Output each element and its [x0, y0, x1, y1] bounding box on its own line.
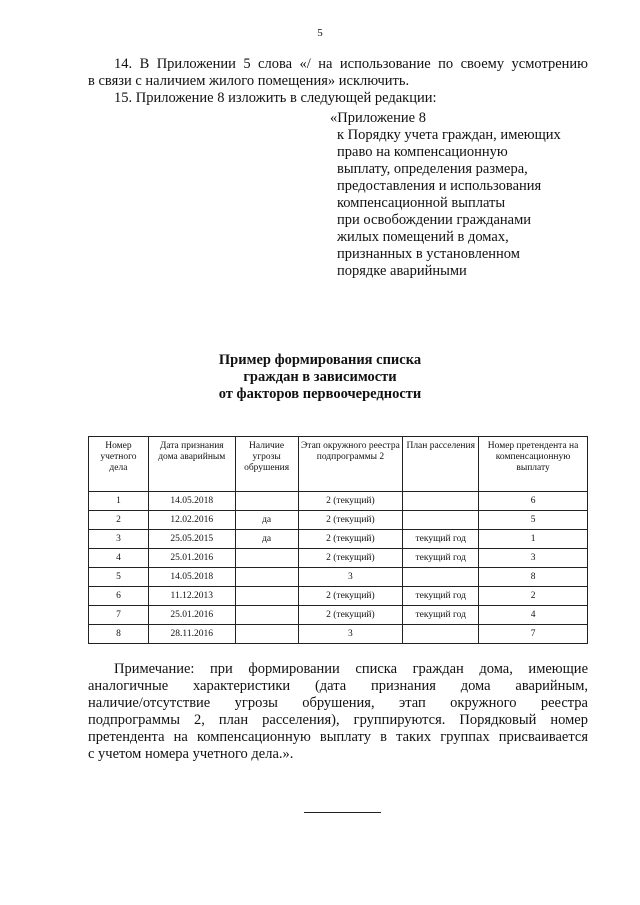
- cell-registry-stage: 3: [298, 625, 403, 644]
- appendix-header-line: признанных в установленном: [337, 246, 520, 262]
- cell-resettlement-plan: текущий год: [403, 606, 479, 625]
- note-line: претендента на компенсационную выплату в таких группах присваивается: [88, 729, 588, 745]
- title-line: от факторов первоочередности: [218, 386, 422, 402]
- appendix-header-line: «Приложение 8: [330, 110, 426, 126]
- table-row: [89, 511, 588, 530]
- cell-registry-stage: 2 (текущий): [298, 587, 403, 606]
- priority-table: [88, 436, 588, 644]
- table-row: [89, 549, 588, 568]
- appendix-header-line: порядке аварийными: [337, 263, 467, 279]
- header-collapse-threat: Наличие угрозы обрушения: [235, 437, 298, 492]
- cell-collapse-threat: [235, 568, 298, 587]
- cell-recognition-date: 14.05.2018: [148, 492, 235, 511]
- cell-applicant-number: 2: [479, 587, 588, 606]
- cell-collapse-threat: [235, 587, 298, 606]
- cell-applicant-number: 1: [479, 530, 588, 549]
- cell-recognition-date: 14.05.2018: [148, 568, 235, 587]
- cell-resettlement-plan: [403, 511, 479, 530]
- table-row: [89, 530, 588, 549]
- note: [88, 661, 588, 763]
- cell-case-number: 2: [89, 511, 149, 530]
- cell-registry-stage: 2 (текущий): [298, 492, 403, 511]
- cell-case-number: 4: [89, 549, 149, 568]
- cell-collapse-threat: [235, 549, 298, 568]
- cell-resettlement-plan: текущий год: [403, 549, 479, 568]
- cell-resettlement-plan: [403, 568, 479, 587]
- cell-collapse-threat: [235, 492, 298, 511]
- item-14-line-2: в связи с наличием жилого помещения» исключить.: [88, 73, 410, 89]
- cell-recognition-date: 12.02.2016: [148, 511, 235, 530]
- appendix-header-line: при освобождении гражданами: [337, 212, 532, 228]
- cell-recognition-date: 25.01.2016: [148, 606, 235, 625]
- end-separator-line: [304, 812, 381, 813]
- cell-case-number: 3: [89, 530, 149, 549]
- table-row: [89, 606, 588, 625]
- cell-collapse-threat: да: [235, 530, 298, 549]
- table-row: [89, 492, 588, 511]
- note-line: аналогичные характеристики (дата признания дома аварийным,: [88, 678, 588, 694]
- title-line: Пример формирования списка: [218, 352, 422, 368]
- cell-case-number: 6: [89, 587, 149, 606]
- table-header-row: [89, 437, 588, 492]
- appendix-header: [330, 110, 597, 280]
- appendix-header-line: компенсационной выплаты: [337, 195, 506, 211]
- cell-applicant-number: 3: [479, 549, 588, 568]
- cell-resettlement-plan: [403, 492, 479, 511]
- note-line: подпрограммы 2, план расселения), группируются. Порядковый номер: [88, 712, 588, 728]
- cell-applicant-number: 6: [479, 492, 588, 511]
- note-line: Примечание: при формировании списка граждан дома, имеющие: [114, 661, 588, 677]
- header-registry-stage: Этап окружного реестра подпрограммы 2: [298, 437, 403, 492]
- cell-case-number: 5: [89, 568, 149, 587]
- cell-applicant-number: 4: [479, 606, 588, 625]
- cell-collapse-threat: [235, 625, 298, 644]
- cell-registry-stage: 2 (текущий): [298, 511, 403, 530]
- header-resettlement-plan: План расселения: [403, 437, 479, 492]
- item-15: 15. Приложение 8 изложить в следующей редакции:: [114, 90, 437, 106]
- table-row: [89, 625, 588, 644]
- appendix-header-line: выплату, определения размера,: [337, 161, 528, 177]
- table-row: [89, 587, 588, 606]
- cell-case-number: 1: [89, 492, 149, 511]
- table-row: [89, 568, 588, 587]
- cell-resettlement-plan: текущий год: [403, 587, 479, 606]
- header-case-number: Номер учетного дела: [89, 437, 149, 492]
- cell-applicant-number: 8: [479, 568, 588, 587]
- cell-applicant-number: 5: [479, 511, 588, 530]
- note-line: наличие/отсутствие угрозы обрушения, этап окружного реестра: [88, 695, 588, 711]
- appendix-header-line: предоставления и использования: [337, 178, 542, 194]
- page-number: 5: [317, 27, 323, 39]
- item-14-line-1: 14. В Приложении 5 слова «/ на использование по своему усмотрению: [114, 56, 588, 72]
- cell-case-number: 7: [89, 606, 149, 625]
- cell-applicant-number: 7: [479, 625, 588, 644]
- cell-registry-stage: 2 (текущий): [298, 530, 403, 549]
- cell-recognition-date: 25.05.2015: [148, 530, 235, 549]
- cell-resettlement-plan: текущий год: [403, 530, 479, 549]
- header-applicant-number: Номер претендента на компенсационную выплату: [479, 437, 588, 492]
- cell-collapse-threat: да: [235, 511, 298, 530]
- cell-recognition-date: 25.01.2016: [148, 549, 235, 568]
- cell-registry-stage: 2 (текущий): [298, 549, 403, 568]
- cell-registry-stage: 3: [298, 568, 403, 587]
- appendix-header-line: к Порядку учета граждан, имеющих: [337, 127, 561, 143]
- cell-case-number: 8: [89, 625, 149, 644]
- note-line: с учетом номера учетного дела.».: [88, 746, 294, 762]
- table-title: [0, 352, 640, 403]
- header-recognition-date: Дата признания дома аварийным: [148, 437, 235, 492]
- appendix-header-line: право на компенсационную: [337, 144, 508, 160]
- cell-recognition-date: 11.12.2013: [148, 587, 235, 606]
- title-line: граждан в зависимости: [243, 369, 397, 385]
- appendix-header-line: жилых помещений в домах,: [337, 229, 509, 245]
- cell-recognition-date: 28.11.2016: [148, 625, 235, 644]
- cell-resettlement-plan: [403, 625, 479, 644]
- cell-collapse-threat: [235, 606, 298, 625]
- cell-registry-stage: 2 (текущий): [298, 606, 403, 625]
